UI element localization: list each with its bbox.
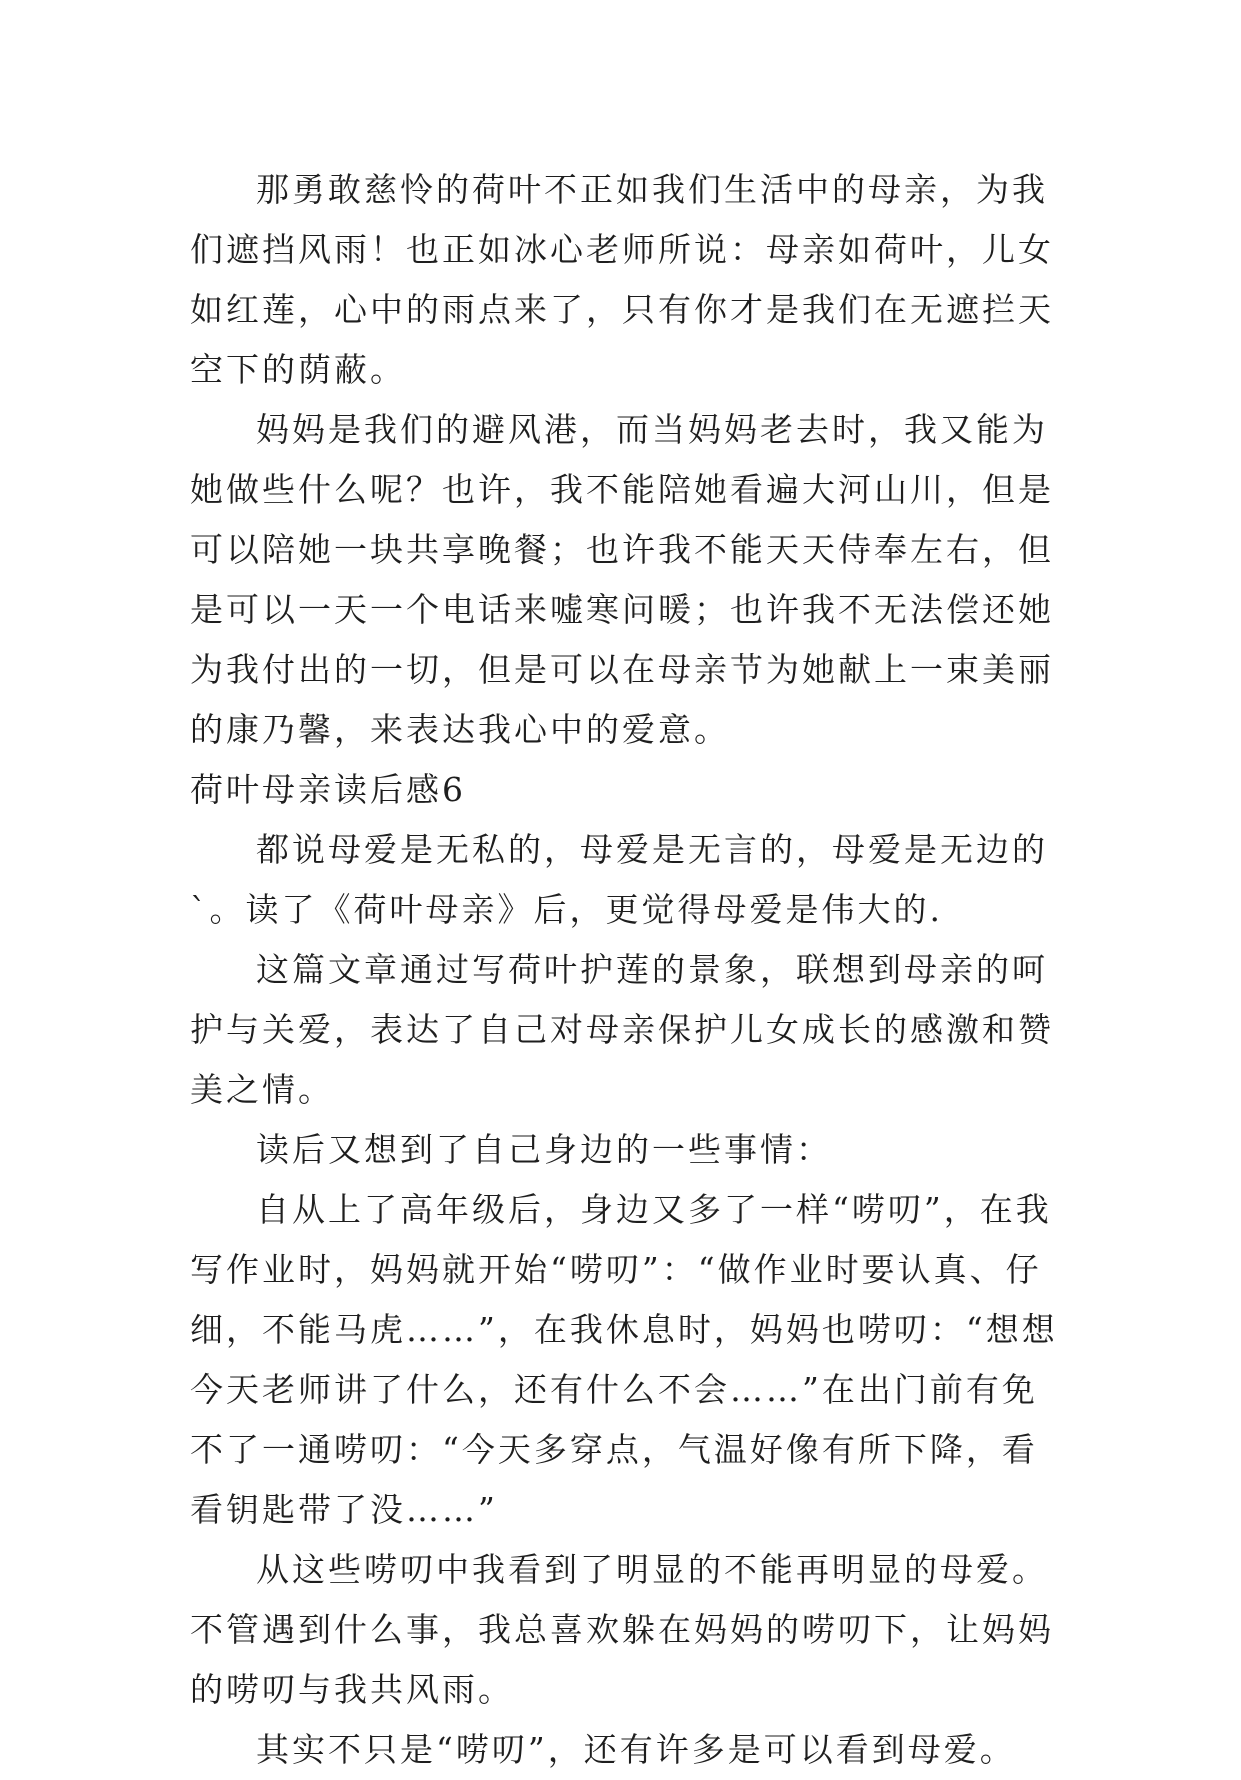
paragraph-lotus-leaf-mother: 那勇敢慈怜的荷叶不正如我们生活中的母亲，为我们遮挡风雨！也正如冰心老师所说：母亲如荷叶，儿女如红莲，心中的雨点来了，只有你才是我们在无遮拦天空下的荫蔽。 (190, 170, 1054, 389)
paragraph-seeing-love: 从这些唠叨中我看到了明显的不能再明显的母爱。不管遇到什么事，我总喜欢躲在妈妈的唠叨下，让妈妈的唠叨与我共风雨。 (190, 1550, 1054, 1709)
paragraph-conclusion: 其实不只是“唠叨”，还有许多是可以看到母爱。 (256, 1730, 1016, 1769)
document-body (190, 160, 1070, 1780)
paragraph-mother-harbor: 妈妈是我们的避风港，而当妈妈老去时，我又能为她做些什么呢？也许，我不能陪她看遍大河山川，但是可以陪她一块共享晚餐；也许我不能天天侍奉左右，但是可以一天一个电话来嘘寒问暖；也许我不无法偿还她为我付出的一切，但是可以在母亲节为她献上一束美丽的康乃馨，来表达我心中的爱意。 (190, 410, 1054, 749)
paragraph-article-summary: 这篇文章通过写荷叶护莲的景象，联想到母亲的呵护与关爱，表达了自己对母亲保护儿女成长的感激和赞美之情。 (190, 950, 1054, 1109)
paragraph-recall-events: 读后又想到了自己身边的一些事情： (256, 1130, 832, 1169)
section-heading: 荷叶母亲读后感6 (190, 770, 466, 809)
paragraph-nagging: 自从上了高年级后，身边又多了一样“唠叨”，在我写作业时，妈妈就开始“唠叨”：“做作业时要认真、仔细，不能马虎……”，在我休息时，妈妈也唠叨：“想想今天老师讲了什么，还有什么不会……”在出门前有免不了一通唠叨：“今天多穿点，气温好像有所下降，看看钥匙带了没……” (190, 1190, 1058, 1529)
paragraph-mother-love-selfless: 都说母爱是无私的，母爱是无言的，母爱是无边的`。读了《荷叶母亲》后，更觉得母爱是伟大的. (190, 830, 1048, 929)
